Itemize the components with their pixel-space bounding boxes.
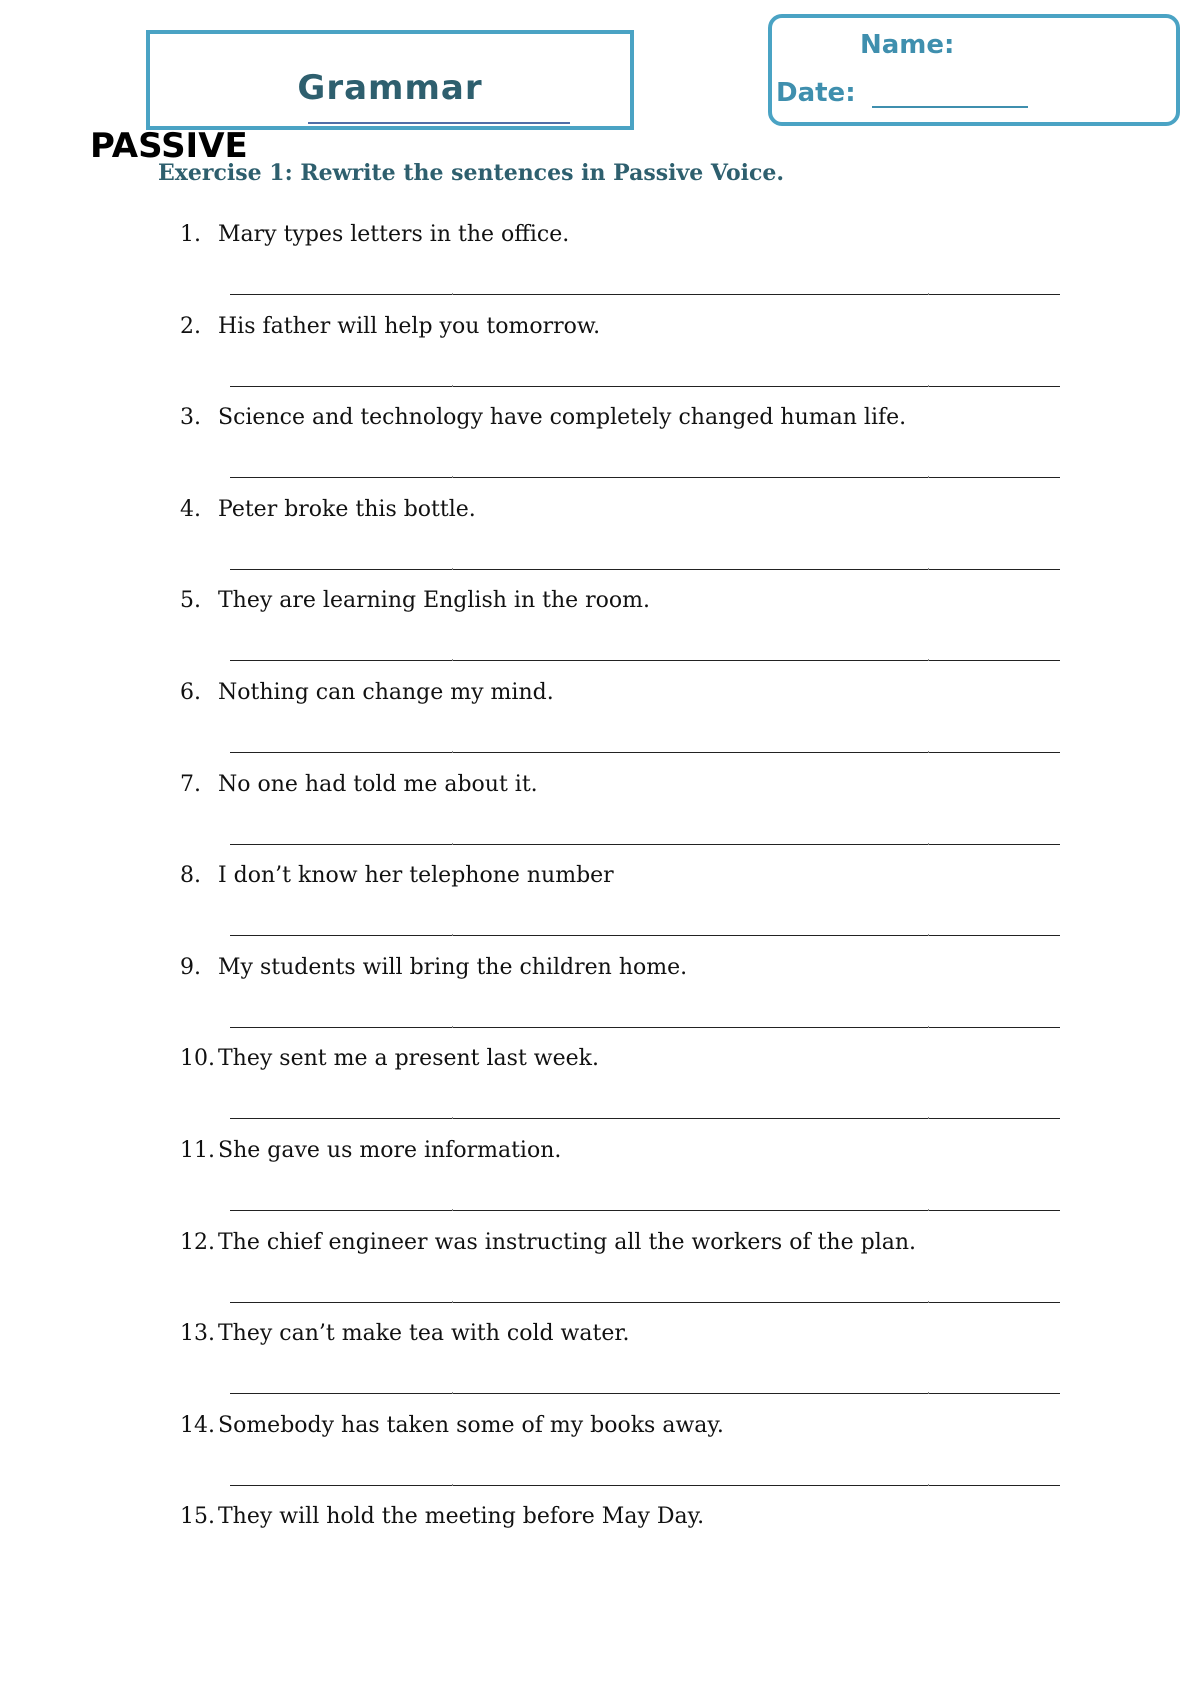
question-number: 12. — [180, 1230, 215, 1255]
question-item — [180, 588, 1080, 680]
question-item — [180, 1504, 1080, 1596]
question-text: No one had told me about it. — [218, 772, 538, 797]
answer-line[interactable] — [230, 1027, 1060, 1028]
question-item — [180, 772, 1080, 864]
question-number: 8. — [180, 863, 201, 888]
question-text: They sent me a present last week. — [218, 1046, 599, 1071]
question-text: Mary types letters in the office. — [218, 222, 570, 247]
question-item — [180, 1321, 1080, 1413]
date-label: Date: — [776, 78, 856, 108]
answer-line[interactable] — [230, 660, 1060, 661]
question-number: 13. — [180, 1321, 215, 1346]
question-item — [180, 1046, 1080, 1138]
question-text: His father will help you tomorrow. — [218, 314, 601, 339]
answer-line[interactable] — [230, 1210, 1060, 1211]
question-text: Peter broke this bottle. — [218, 497, 476, 522]
question-number: 9. — [180, 955, 201, 980]
question-text: I don’t know her telephone number — [218, 863, 614, 888]
answer-line[interactable] — [230, 569, 1060, 570]
question-item — [180, 222, 1080, 314]
question-item — [180, 497, 1080, 589]
question-item — [180, 863, 1080, 955]
section-heading: PASSIVE — [90, 126, 248, 166]
name-label: Name: — [860, 30, 955, 60]
question-number: 6. — [180, 680, 201, 705]
worksheet-title: Grammar — [297, 68, 483, 108]
answer-line[interactable] — [230, 477, 1060, 478]
answer-line[interactable] — [230, 1118, 1060, 1119]
question-item — [180, 1413, 1080, 1505]
question-text: They will hold the meeting before May Day. — [218, 1504, 705, 1529]
question-text: She gave us more information. — [218, 1138, 562, 1163]
exercise-heading: Exercise 1: Rewrite the sentences in Passive Voice. — [158, 160, 785, 186]
question-item — [180, 1138, 1080, 1230]
question-text: Nothing can change my mind. — [218, 680, 554, 705]
question-number: 11. — [180, 1138, 215, 1163]
question-item — [180, 955, 1080, 1047]
answer-line[interactable] — [230, 935, 1060, 936]
question-text: The chief engineer was instructing all the workers of the plan. — [218, 1230, 917, 1255]
answer-line[interactable] — [230, 1393, 1060, 1394]
answer-line[interactable] — [230, 386, 1060, 387]
question-item — [180, 680, 1080, 772]
question-text: They can’t make tea with cold water. — [218, 1321, 630, 1346]
answer-line[interactable] — [230, 1302, 1060, 1303]
answer-line[interactable] — [230, 752, 1060, 753]
question-number: 2. — [180, 314, 201, 339]
question-text: Somebody has taken some of my books away. — [218, 1413, 724, 1438]
question-number: 7. — [180, 772, 201, 797]
question-text: Science and technology have completely changed human life. — [218, 405, 907, 430]
question-text: They are learning English in the room. — [218, 588, 650, 613]
question-item — [180, 405, 1080, 497]
question-number: 14. — [180, 1413, 215, 1438]
answer-line[interactable] — [230, 1485, 1060, 1486]
question-number: 4. — [180, 497, 201, 522]
question-number: 5. — [180, 588, 201, 613]
question-number: 15. — [180, 1504, 215, 1529]
answer-line[interactable] — [230, 844, 1060, 845]
question-item — [180, 1230, 1080, 1322]
question-item — [180, 314, 1080, 406]
question-number: 1. — [180, 222, 201, 247]
question-number: 10. — [180, 1046, 215, 1071]
question-number: 3. — [180, 405, 201, 430]
question-text: My students will bring the children home. — [218, 955, 688, 980]
answer-line[interactable] — [230, 294, 1060, 295]
